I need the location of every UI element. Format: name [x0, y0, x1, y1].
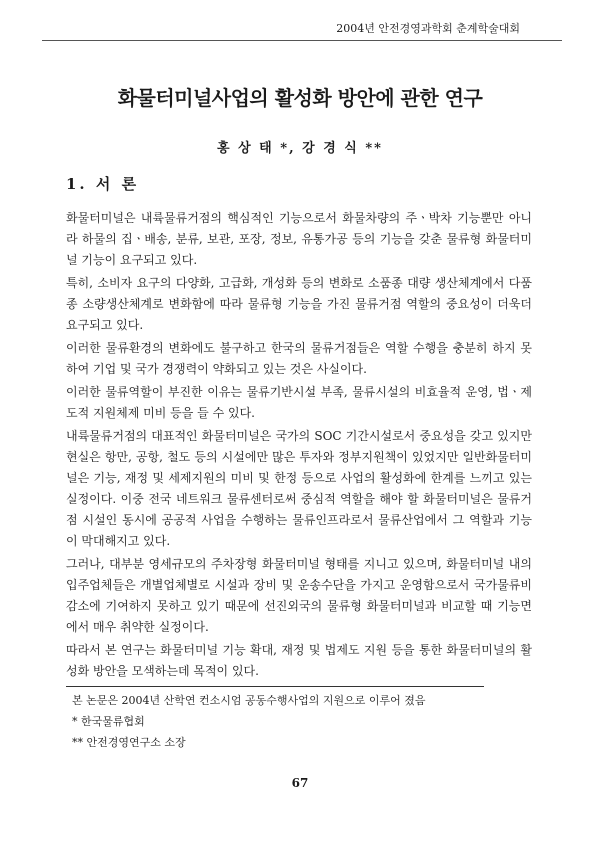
section-body	[66, 208, 532, 684]
footnote-divider	[66, 686, 484, 687]
footnote-author-1: * 한국물류협회	[72, 715, 145, 728]
footnote-funding: 본 논문은 2004년 산학연 컨소시엄 공동수행사업의 지원으로 이루어 졌음	[72, 694, 426, 707]
paragraph: 이러한 물류환경의 변화에도 불구하고 한국의 물류거점들은 역할 수행을 충분히 하지 못하여 기업 및 국가 경쟁력이 약화되고 있는 것은 사실이다.	[66, 341, 532, 376]
paper-title: 화물터미널사업의 활성화 방안에 관한 연구	[117, 86, 483, 110]
paper-authors: 홍 상 태 *, 강 경 식 **	[217, 141, 383, 156]
paragraph: 특히, 소비자 요구의 다양화, 고급화, 개성화 등의 변화로 소품종 대량 생산체계에서 다품종 소량생산체계로 변화함에 따라 물류형 기능을 가진 물류거점 역할의 중요성이 더욱더 요구되고 있다.	[66, 276, 532, 332]
header-divider	[42, 40, 562, 41]
page-number: 67	[291, 776, 309, 790]
paragraph: 이러한 물류역할이 부진한 이유는 물류기반시설 부족, 물류시설의 비효율적 운영, 법ㆍ제도적 지원체제 미비 등을 들 수 있다.	[66, 385, 532, 420]
paragraph: 화물터미널은 내륙물류거점의 핵심적인 기능으로서 화물차량의 주ㆍ박차 기능뿐만 아니라 하물의 집ㆍ배송, 분류, 보관, 포장, 정보, 유통가공 등의 기능을 갖춘 물류형 화물터미널 기능이 요구되고 있다.	[66, 211, 532, 267]
section-heading: 1. 서 론	[66, 175, 140, 193]
footnote-author-2: ** 안전경영연구소 소장	[72, 736, 186, 749]
paragraph: 따라서 본 연구는 화물터미널 기능 확대, 재정 및 법제도 지원 등을 통한 화물터미널의 활성화 방안을 모색하는데 목적이 있다.	[66, 643, 532, 678]
running-header: 2004년 안전경영과학회 춘계학술대회	[336, 22, 520, 35]
footnotes	[72, 690, 426, 753]
paragraph: 그러나, 대부분 영세규모의 주차장형 화물터미널 형태를 지니고 있으며, 화물터미널 내의 입주업체들은 개별업체별로 시설과 장비 및 운송수단을 가지고 운영함으로서 국가물류비 감소에 기여하지 못하고 있기 때문에 선진외국의 물류형 화물터미널과 비교할 때 기능면에서 매우 취약한 실정이다.	[66, 557, 532, 634]
paragraph: 내륙물류거점의 대표적인 화물터미널은 국가의 SOC 기간시설로서 중요성을 갖고 있지만 현실은 항만, 공항, 철도 등의 시설에만 많은 투자와 정부지원책이 있었지만 일반화물터미널은 기능, 재정 및 세제지원의 미비 및 한정 등으로 사업의 활성화에 한계를 느끼고 있는 실정이다. 이중 전국 네트워크 물류센터로써 중심적 역할을 해야 할 화물터미널은 물류거점 시설인 동시에 공공적 사업을 수행하는 물류인프라로서 물류산업에서 그 역할과 기능이 막대해지고 있다.	[66, 429, 532, 548]
